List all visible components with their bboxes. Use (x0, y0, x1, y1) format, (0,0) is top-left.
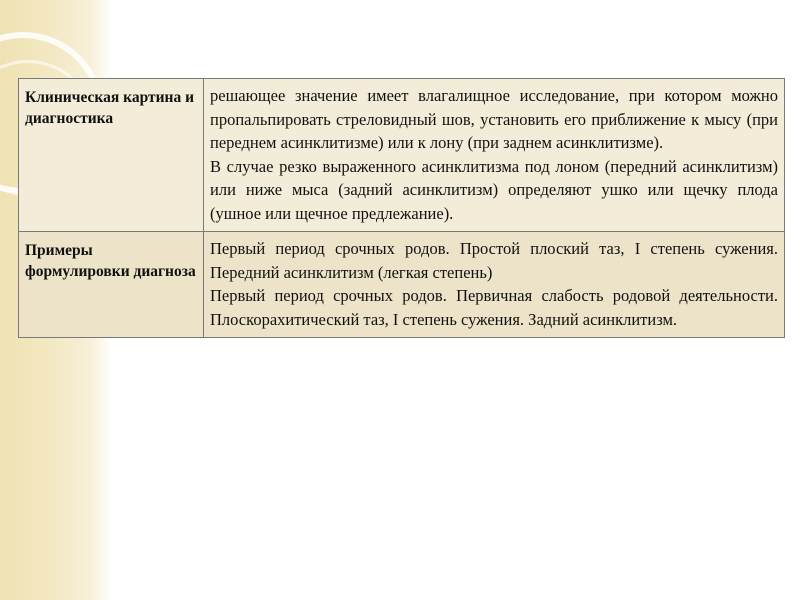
content-table (18, 78, 785, 338)
row-label: Примеры формулировки диагноза (25, 242, 196, 280)
row-label-cell (19, 79, 204, 232)
row-paragraph: В случае резко выраженного асинклитизма под лоном (передний асинклитизм) или ниже мыса (задний асинклитизм) определяют ушко или щечку плода (ушное или щечное предлежание). (210, 156, 778, 223)
row-label: Клиническая картина и диагностика (25, 89, 195, 127)
row-paragraph: Первый период срочных родов. Простой плоский таз, I степень сужения. Передний асинклитизм (легкая степень) (210, 239, 778, 282)
row-content-cell (204, 232, 785, 338)
row-paragraph: Первый период срочных родов. Первичная слабость родовой деятельности. Плоскорахитический таз, I степень сужения. Задний асинклитизм. (210, 286, 778, 329)
row-label-cell (19, 232, 204, 338)
table-row-clinical (19, 79, 785, 232)
row-content-cell (204, 79, 785, 232)
table-row-examples (19, 232, 785, 338)
row-paragraph: решающее значение имеет влагалищное исследование, при котором можно пропальпировать стреловидный шов, установить его приближение к мысу (при переднем асинклитизме) или к лону (при заднем асинклитизме). (210, 86, 778, 152)
